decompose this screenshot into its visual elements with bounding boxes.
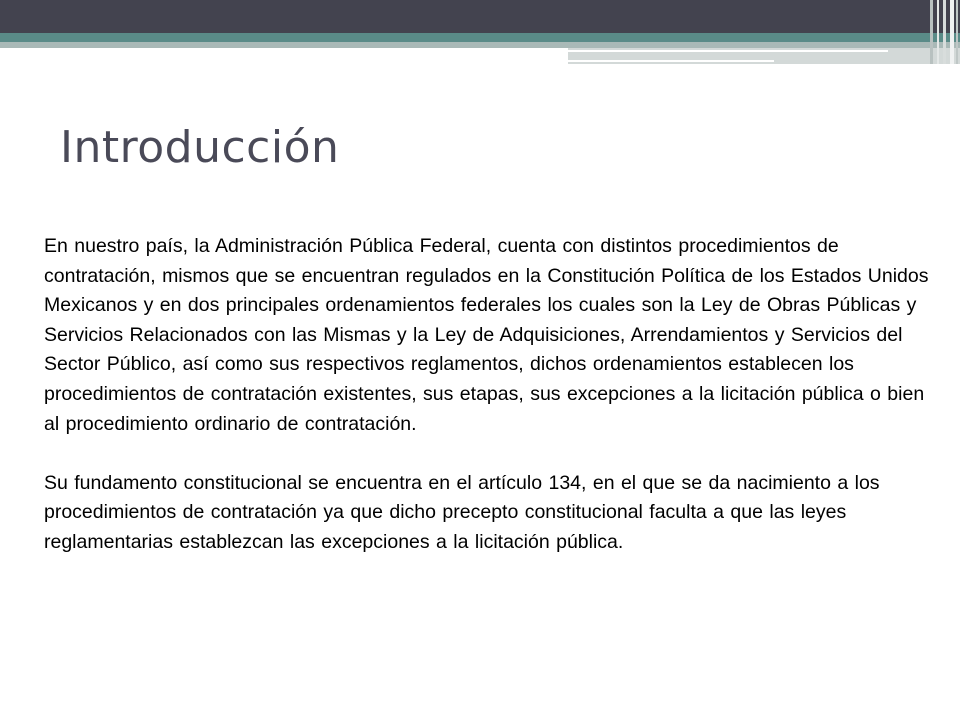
header-stripe (930, 0, 933, 64)
header-bar-teal (0, 33, 960, 42)
body-paragraph: Su fundamento constitucional se encuentra en el artículo 134, en el que se da nacimiento a los procedimientos de contratación ya que dicho precepto constitucional faculta a que las leyes reglamentarias establezcan las excepciones a la licitación pública. (44, 471, 880, 553)
header-stripe (943, 0, 946, 64)
body-paragraph: En nuestro país, la Administración Pública Federal, cuenta con distintos procedimientos de contratación, mismos que se encuentran regulados en la Constitución Política de los Estados Unidos Mexicanos y en dos principales ordenamientos federales los cuales son la Ley de Obras Públicas y Servicios Relacionados con las Mismas y la Ley de Adquisiciones, Arrendamientos y Servicios del Sector Público, así como sus respectivos reglamentos, dichos ordenamientos establecen los procedimientos de contratación existentes, sus etapas, sus excepciones a la licitación pública o bien al procedimiento ordinario de contratación. (44, 235, 929, 435)
slide-title: Introducción (60, 122, 340, 173)
header-accent-line (568, 50, 888, 52)
slide-body (44, 232, 930, 558)
header-bar-dark (0, 0, 960, 33)
header-stripe (950, 0, 954, 64)
header-stripe (956, 0, 958, 64)
header-accent-line-short (568, 60, 774, 62)
header-stripe (937, 0, 939, 64)
